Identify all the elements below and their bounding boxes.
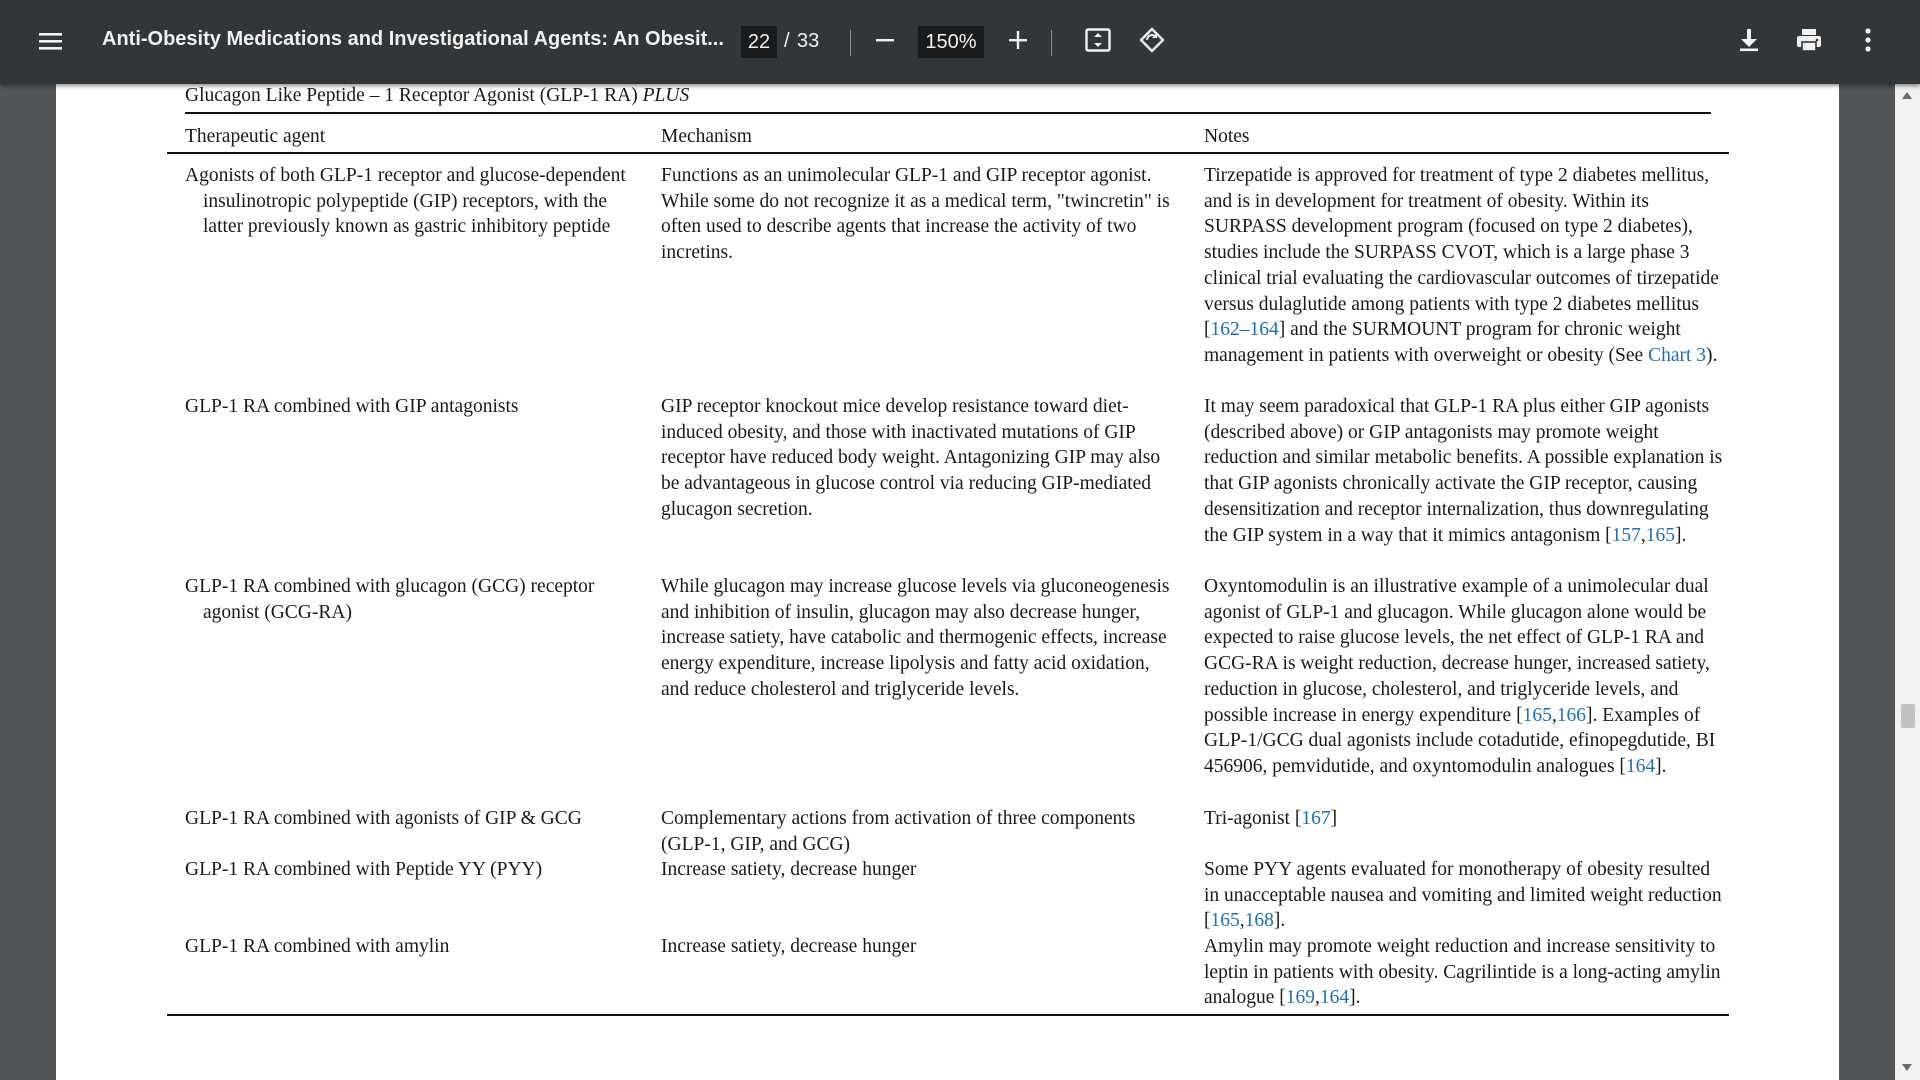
table-header-rule [167, 152, 1729, 154]
agent-cell: GLP-1 RA combined with amylin [185, 936, 450, 957]
mechanism-cell: Increase satiety, decrease hunger [661, 859, 917, 880]
plus-icon [1007, 29, 1029, 56]
table-row [185, 163, 635, 240]
scroll-up-arrow-icon[interactable] [1902, 92, 1912, 99]
mechanism-cell: Functions as an unimolecular GLP-1 and GIP receptor agonist. While some do not recognize it as a medical term, "twincretin" is often used to describe agents that increase the activity of two incretins. [661, 165, 1170, 264]
scroll-down-arrow-icon[interactable] [1902, 1064, 1912, 1071]
notes-cell [1204, 806, 1724, 832]
more-vertical-icon [1863, 27, 1873, 58]
header-therapeutic-agent: Therapeutic agent [185, 126, 326, 147]
reference-link[interactable]: 164 [1625, 755, 1656, 777]
reference-link[interactable]: 164 [1319, 987, 1350, 1009]
reference-link[interactable]: 169 [1285, 987, 1316, 1009]
chart-link[interactable]: Chart 3 [1648, 344, 1707, 366]
caption-italic: PLUS [642, 85, 690, 106]
menu-icon[interactable] [36, 26, 66, 56]
notes-text: Tri-agonist [ [1204, 808, 1302, 829]
toolbar-divider [1051, 30, 1052, 56]
notes-text: ]. [1675, 524, 1687, 546]
print-icon [1795, 26, 1823, 59]
agent-cell: GLP-1 RA combined with Peptide YY (PYY) [185, 859, 543, 880]
fit-page-button[interactable] [1080, 24, 1116, 60]
rotate-button[interactable] [1134, 24, 1170, 60]
mechanism-cell: While glucagon may increase glucose levels via gluconeogenesis and inhibition of insulin, glucagon may also decrease hunger, increase satiety, have catabolic and thermogenic effects, increase energy expenditure, increase lipolysis and fatty acid oxidation, and reduce cholesterol and triglyceride levels. [661, 576, 1170, 700]
scrollbar-thumb[interactable] [1901, 704, 1915, 728]
table-row [185, 394, 635, 420]
agent-cell: Agonists of both GLP-1 receptor and glucose-dependent insulinotropic polypeptide (GIP) receptors, with the latter previously known as gastric inhibitory peptide [185, 165, 626, 238]
notes-text: Tirzepatide is approved for treatment of type 2 diabetes mellitus, and is in development for treatment of obesity. Within its SURPASS development program (focused on type 2 diabetes), studies include the SURPASS CVOT, which is a large phase 3 clinical trial evaluating the cardiovascular outcomes of tirzepatide versus dulaglutide among patients with type 2 diabetes mellitus [ [1204, 165, 1719, 341]
notes-text: Amylin may promote weight reduction and increase sensitivity to leptin in patients with obesity. Cagrilintide is a long-acting amylin analogue [ [1204, 936, 1721, 1009]
table-row [185, 806, 635, 832]
agent-cell: GLP-1 RA combined with GIP antagonists [185, 396, 519, 417]
toolbar-divider [850, 30, 851, 56]
notes-text: , [1239, 910, 1245, 932]
notes-text: , [1551, 704, 1557, 726]
caption-text: Glucagon Like Peptide – 1 Receptor Agonist (GLP-1 RA) [185, 85, 643, 106]
reference-link[interactable]: 165 [1645, 524, 1676, 546]
notes-text: ] [1330, 808, 1338, 829]
reference-link[interactable]: 167 [1301, 808, 1331, 829]
page-separator: / [784, 30, 790, 52]
notes-text: , [1315, 987, 1320, 1009]
more-options-button[interactable] [1850, 24, 1886, 60]
zoom-in-button[interactable] [1000, 24, 1036, 60]
table-row [185, 934, 635, 960]
notes-text: ]. [1349, 987, 1361, 1009]
pdf-toolbar [0, 0, 1920, 84]
mechanism-cell: GIP receptor knockout mice develop resistance toward diet-induced obesity, and those with inactivated mutations of GIP receptor have reduced body weight. Antagonizing GIP may also be advantageous in glucose control via reducing GIP-mediated glucagon secretion. [661, 396, 1161, 520]
print-button[interactable] [1791, 24, 1827, 60]
fit-page-icon [1084, 26, 1112, 59]
zoom-level-input[interactable] [918, 26, 984, 58]
table-row [185, 857, 635, 883]
rotate-icon [1138, 26, 1166, 59]
reference-link[interactable]: 168 [1244, 910, 1274, 932]
vertical-scrollbar[interactable] [1895, 84, 1920, 1080]
notes-cell [1204, 163, 1724, 369]
agent-cell: GLP-1 RA combined with glucagon (GCG) receptor agonist (GCG-RA) [185, 576, 595, 623]
mechanism-cell: Increase satiety, decrease hunger [661, 936, 917, 957]
notes-text: ). [1706, 344, 1718, 366]
page-number-input[interactable] [741, 26, 777, 58]
agent-cell: GLP-1 RA combined with agonists of GIP & GCG [185, 808, 582, 829]
header-mechanism: Mechanism [661, 126, 752, 147]
mechanism-cell: Complementary actions from activation of three components (GLP-1, GIP, and GCG) [661, 808, 1136, 855]
notes-cell [1204, 574, 1724, 780]
table-caption [185, 84, 689, 109]
notes-cell [1204, 857, 1724, 934]
notes-text: Some PYY agents evaluated for monotherapy of obesity resulted in unacceptable nausea and vomiting and limited weight reduction [ [1204, 859, 1722, 932]
reference-link[interactable]: 165 [1522, 704, 1552, 726]
header-notes: Notes [1204, 126, 1250, 147]
notes-cell [1204, 934, 1724, 1011]
notes-cell [1204, 394, 1724, 548]
notes-text: ]. [1273, 910, 1286, 932]
reference-link[interactable]: 165 [1210, 910, 1240, 932]
notes-text: Oxyntomodulin is an illustrative example of a unimolecular dual agonist of GLP-1 and glucagon. While glucagon alone would be expected to raise glucose levels, the net effect of GLP-1 RA and GCG-RA is weight reduction, decrease hunger, increased satiety, reduction in glucose, cholesterol, and triglyceride levels, and possible increase in energy expenditure [ [1204, 576, 1710, 726]
minus-icon [874, 29, 896, 56]
table-row [185, 574, 635, 625]
notes-text: , [1640, 524, 1646, 546]
page-total: 33 [797, 30, 820, 52]
notes-text: It may seem paradoxical that GLP-1 RA plus either GIP agonists (described above) or GIP antagonists may promote weight reduction and similar metabolic benefits. A possible explanation is that GIP agonists chronically activate the GIP receptor, causing desensitization and receptor internalization, thus downregulating the GIP system in a way that it mimics antagonism [ [1204, 396, 1723, 546]
download-icon [1736, 27, 1762, 58]
download-button[interactable] [1731, 24, 1767, 60]
zoom-out-button[interactable] [867, 24, 903, 60]
notes-text: ] and the SURMOUNT program for chronic weight management in patients with overweight or obesity (See [1204, 319, 1681, 366]
document-title: Anti-Obesity Medications and Investigational Agents: An Obesit... [102, 28, 724, 50]
reference-link[interactable]: 157 [1611, 524, 1641, 546]
table-top-rule [185, 112, 1711, 114]
table-bottom-rule [167, 1014, 1729, 1016]
notes-text: ]. Examples of GLP-1/GCG dual agonists include cotadutide, efinopegdutide, BI 456906, pemvidutide, and oxyntomodulin analogues [ [1204, 704, 1716, 777]
reference-link[interactable]: 166 [1556, 704, 1586, 726]
notes-text: ]. [1655, 755, 1667, 777]
pdf-page [56, 84, 1839, 1080]
pdf-viewer[interactable] [0, 84, 1920, 1080]
reference-link[interactable]: 162–164 [1210, 319, 1279, 341]
